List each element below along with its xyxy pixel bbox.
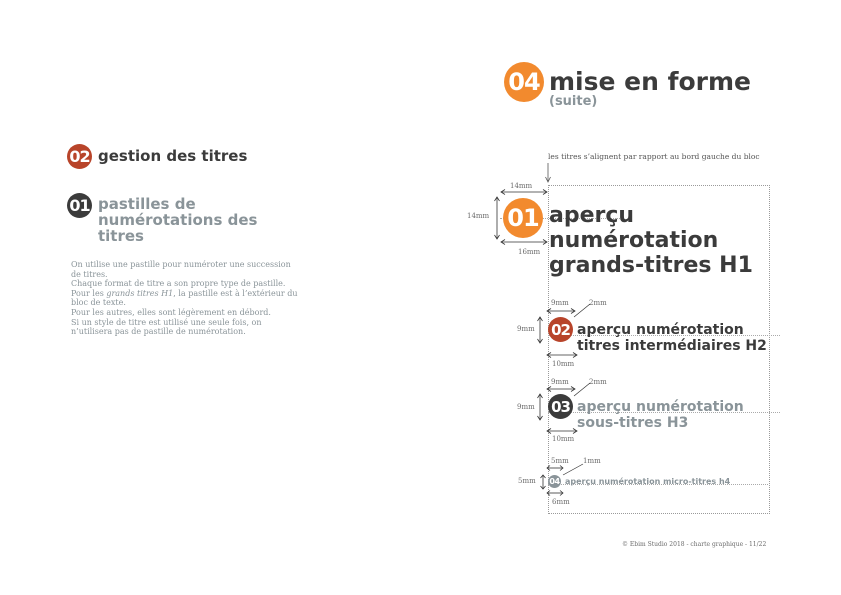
h4-number-pill: 04 (549, 477, 560, 486)
h4-dim-top: 5mm (551, 457, 569, 465)
h3-dim-bottom-arrow (546, 427, 578, 435)
h4-dim-offset-line (562, 462, 584, 476)
h1-dim-left-arrow (493, 196, 501, 240)
h1-dim-left: 14mm (467, 212, 490, 220)
h2-dim-bottom: 10mm (552, 360, 575, 368)
h1-dim-bottom: 16mm (518, 248, 541, 256)
h3-number-pill: 03 (548, 394, 573, 419)
body-text: On utilise une pastille pour numéroter une succession de titres. Chaque format de titre a son propre type de pastille. Pour les grands titres H1, la pastille est à l’extérieur du bloc de texte. Pour les autres, elles sont légèrement en débord. Si un style de titre est utilisé une seule fois, on n’utilisera pas de pastille de numérotation. (71, 260, 298, 337)
h2-sample-title: aperçu numérotation titres intermédiaires H2 (577, 322, 767, 354)
h2-dim-bottom-arrow (546, 351, 578, 359)
h2-number-pill: 02 (548, 317, 573, 342)
h4-dim-left-arrow (539, 474, 547, 490)
h3-dim-offset: 2mm (589, 378, 607, 386)
h3-dim-top-arrow (546, 385, 576, 393)
h4-dim-bottom-arrow (546, 489, 564, 497)
h1-dim-bottom-arrow (500, 238, 548, 246)
h4-dim-bottom: 6mm (552, 498, 570, 506)
h4-sample-title: aperçu numérotation micro-titres h4 (565, 477, 731, 486)
h1-number-pill: 01 (503, 198, 543, 238)
h3-dim-bottom: 10mm (552, 435, 575, 443)
h3-dim-top: 9mm (551, 378, 569, 386)
h2-dim-left-arrow (536, 316, 544, 344)
h3-sample-title: aperçu numérotation sous-titres H3 (577, 399, 744, 431)
h1-dim-top: 14mm (510, 182, 533, 190)
footer-credit: © Ebim Studio 2018 - charte graphique - 11/22 (622, 541, 767, 548)
h1-dim-top-arrow (500, 188, 548, 196)
alignment-note: les titres s’alignent par rapport au bord gauche du bloc (548, 152, 760, 161)
subsection-number-pill: 01 (67, 193, 92, 218)
h2-dim-left: 9mm (517, 325, 535, 333)
h4-dim-offset: 1mm (583, 457, 601, 465)
h1-sample-title: aperçu numérotation grands-titres H1 (549, 203, 753, 278)
h3-dim-offset-line (573, 381, 591, 397)
alignment-arrow (544, 163, 554, 185)
page-subtitle: (suite) (549, 94, 598, 109)
h2-dim-offset: 2mm (589, 299, 607, 307)
subsection-title: pastilles de numérotations des titres (98, 195, 258, 245)
section-number-pill: 02 (67, 144, 92, 169)
page-title: mise en forme (549, 67, 752, 96)
header-number-pill: 04 (504, 62, 544, 102)
section-title: gestion des titres (98, 147, 248, 165)
h3-dim-left-arrow (536, 393, 544, 421)
h3-dim-left: 9mm (517, 403, 535, 411)
h2-dim-top-arrow (546, 307, 576, 315)
h2-dim-top: 9mm (551, 299, 569, 307)
h4-dim-left: 5mm (518, 477, 536, 485)
h2-dim-offset-line (573, 302, 591, 318)
